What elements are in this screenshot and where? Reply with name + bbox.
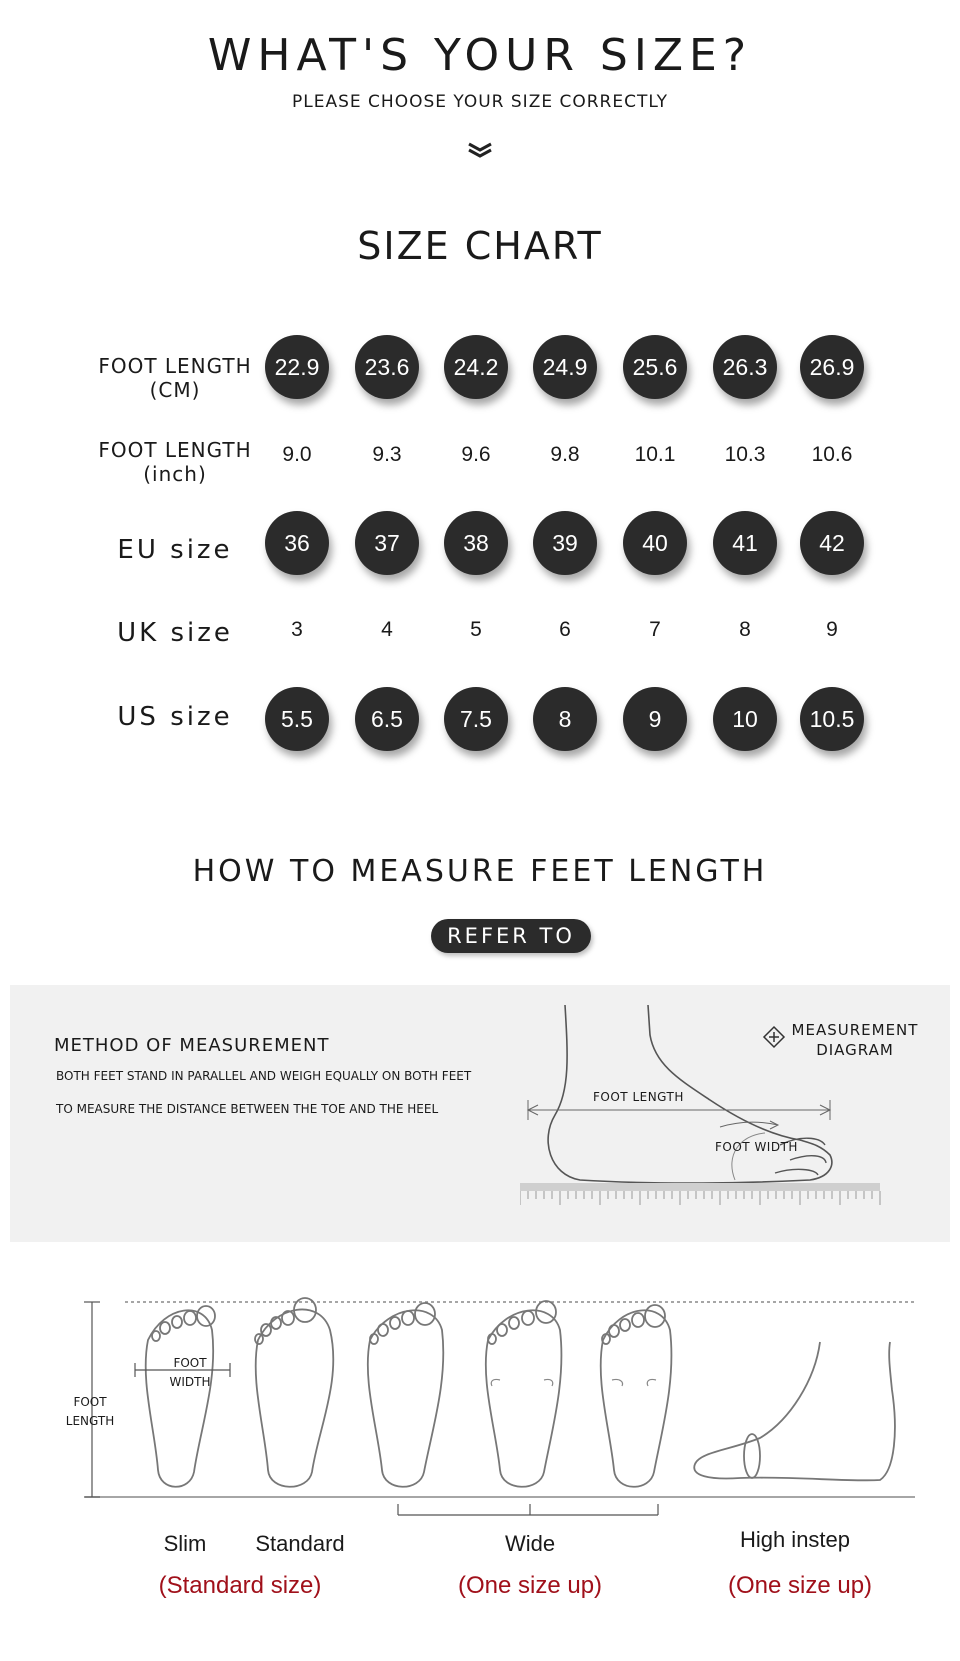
size-cell: 26.9 (800, 335, 864, 399)
foot-type-note-standard: (Standard size) (158, 1572, 322, 1599)
size-cell: 37 (355, 511, 419, 575)
foot-length-side-label (60, 1393, 120, 1431)
size-cell: 26.3 (713, 335, 777, 399)
size-cell: 7 (649, 618, 661, 641)
size-cell: 40 (623, 511, 687, 575)
size-cell: 10.3 (724, 443, 766, 466)
size-cell: 22.9 (265, 335, 329, 399)
size-cell: 41 (713, 511, 777, 575)
size-cell: 5.5 (265, 687, 329, 751)
side-foot-illustration (520, 995, 920, 1215)
row-label-text: FOOT LENGTH (98, 354, 252, 378)
size-cell: 10 (713, 687, 777, 751)
side-label-line: WIDTH (169, 1375, 211, 1390)
size-cell: 36 (265, 511, 329, 575)
row-label-unit: (inch) (143, 462, 207, 486)
size-cell: 8 (739, 618, 751, 641)
size-cell: 9.0 (282, 443, 312, 466)
size-cell: 9.6 (461, 443, 491, 466)
size-cell: 6 (559, 618, 571, 641)
row-label-text: US size (117, 702, 233, 732)
foot-type-slim: Slim (163, 1531, 207, 1556)
page-title: WHAT'S YOUR SIZE? (207, 30, 753, 81)
side-label-line: FOOT (173, 1356, 207, 1370)
double-chevron-down-icon (465, 138, 495, 162)
row-label-foot-length-inch (80, 438, 270, 486)
size-cell: 24.9 (533, 335, 597, 399)
size-cell: 8 (533, 687, 597, 751)
foot-width-label: FOOT WIDTH (715, 1140, 798, 1154)
row-label-text: UK size (117, 618, 233, 648)
foot-width-side-label (160, 1354, 220, 1392)
foot-type-high-instep: High instep (739, 1527, 851, 1552)
page-subtitle: PLEASE CHOOSE YOUR SIZE CORRECTLY (292, 92, 668, 112)
foot-length-label: FOOT LENGTH (593, 1090, 684, 1104)
side-label-line: LENGTH (65, 1414, 115, 1429)
size-cell: 7.5 (444, 687, 508, 751)
foot-type-wide: Wide (504, 1531, 556, 1556)
method-title: METHOD OF MEASUREMENT (54, 1035, 330, 1056)
measure-section-title: HOW TO MEASURE FEET LENGTH (192, 854, 768, 889)
row-label-foot-length-cm (80, 354, 270, 402)
size-cell: 10.5 (800, 687, 864, 751)
size-cell: 10.1 (634, 443, 676, 466)
diagram-title-line: MEASUREMENT (791, 1021, 919, 1039)
row-label-text: EU size (117, 535, 233, 565)
row-label-unit: (CM) (149, 378, 201, 402)
size-cell: 9 (623, 687, 687, 751)
side-label-line: FOOT (73, 1395, 107, 1409)
size-cell: 4 (381, 618, 393, 641)
method-line: TO MEASURE THE DISTANCE BETWEEN THE TOE AND THE HEEL (56, 1102, 439, 1116)
size-cell: 9 (826, 618, 838, 641)
foot-type-note-one-size-up: (One size up) (457, 1572, 603, 1599)
size-cell: 10.6 (811, 443, 853, 466)
foot-types-illustration (0, 1260, 960, 1520)
refer-to-button[interactable]: REFER TO (431, 919, 591, 953)
size-cell: 39 (533, 511, 597, 575)
size-cell: 3 (291, 618, 303, 641)
size-cell: 42 (800, 511, 864, 575)
row-label-text: FOOT LENGTH (98, 438, 252, 462)
size-cell: 24.2 (444, 335, 508, 399)
row-label-uk-size (80, 618, 270, 649)
row-label-us-size (80, 702, 270, 733)
size-chart-title: SIZE CHART (357, 224, 603, 268)
size-cell: 25.6 (623, 335, 687, 399)
size-cell: 9.3 (372, 443, 402, 466)
diagram-title-line: DIAGRAM (816, 1041, 894, 1060)
size-cell: 6.5 (355, 687, 419, 751)
row-label-eu-size (80, 535, 270, 566)
size-cell: 9.8 (550, 443, 580, 466)
foot-type-standard: Standard (255, 1531, 345, 1556)
foot-type-note-one-size-up: (One size up) (727, 1572, 873, 1599)
size-cell: 38 (444, 511, 508, 575)
method-line: BOTH FEET STAND IN PARALLEL AND WEIGH EQUALLY ON BOTH FEET (56, 1069, 472, 1083)
size-cell: 5 (470, 618, 482, 641)
size-cell: 23.6 (355, 335, 419, 399)
